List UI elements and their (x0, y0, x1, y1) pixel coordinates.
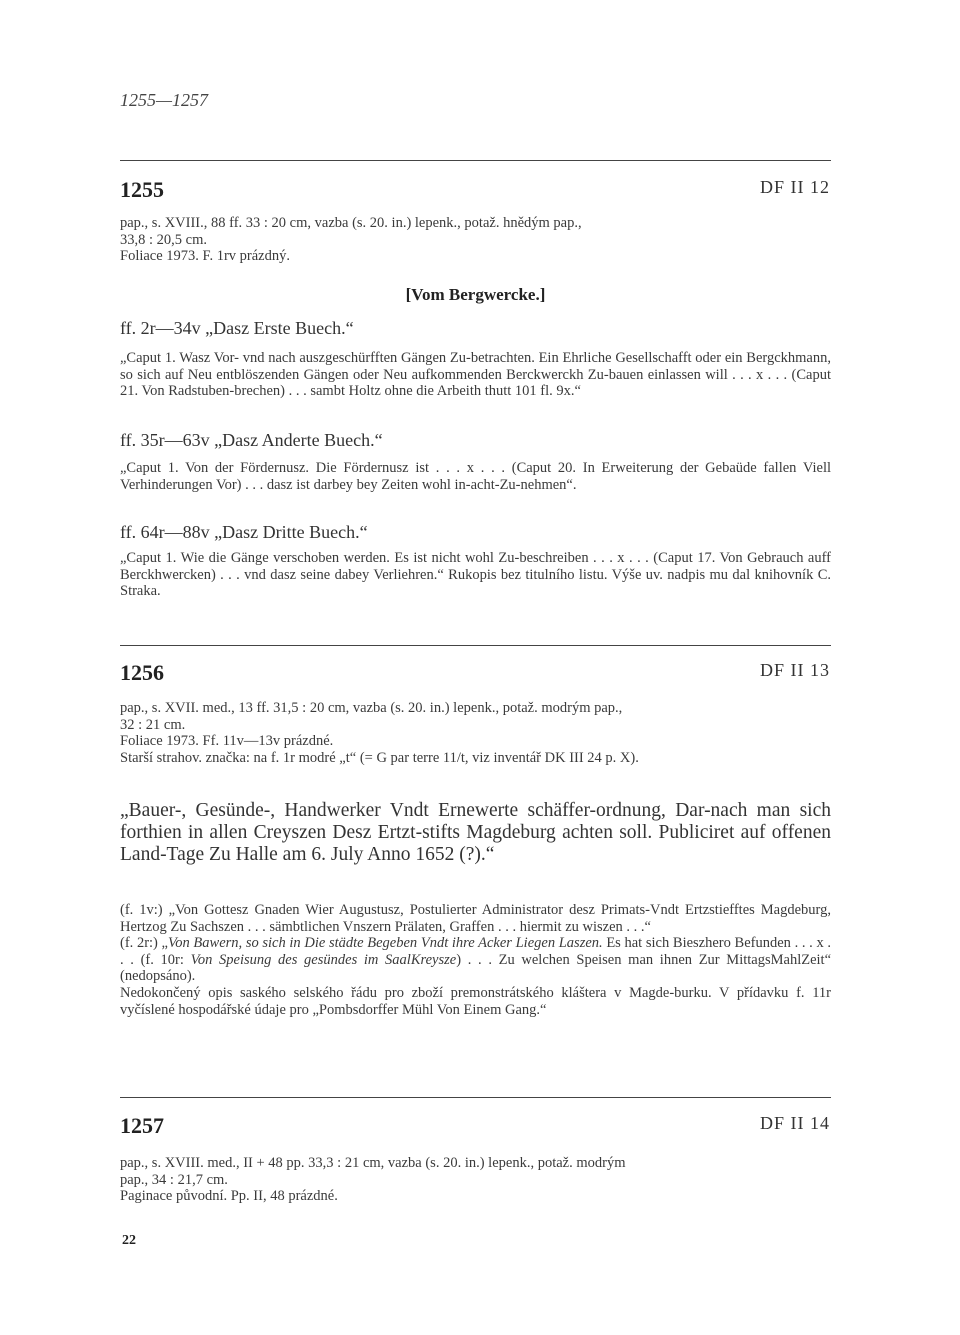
description-line: pap., 34 : 21,7 cm. (120, 1171, 228, 1188)
work-title: [Vom Bergwercke.] (405, 285, 546, 304)
entry-signature: DF II 14 (760, 1113, 830, 1133)
description-line: Foliace 1973. F. 1rv prázdný. (120, 248, 290, 265)
italic-text-run: Von Bawern, so sich in Die städte Begeben Vndt ihre Acker Liegen Laszen. (168, 935, 603, 952)
entry-number: 1255 (120, 177, 164, 202)
book-text (120, 350, 831, 400)
running-head: 1255—1257 (120, 90, 209, 110)
text-run: ) . . . Zu welchen Speisen man ihnen Zur MittagsMahlZeit“ (nedopsáno). (120, 951, 832, 985)
description-line: 32 : 21 cm. (120, 716, 186, 733)
book-text-paragraph: „Caput 1. Wie die Gänge verschoben werden. Es ist nicht wohl Zu-beschreiben . . . x . . . (Caput 17. Von Gebrauch auff Berckhwercken) . . . vnd dasz seine dabey Verliehren.“ Rukopis bez titulního listu. Výše uv. nadpis mu dal knihovník C. Straka. (120, 550, 831, 600)
entry-description (120, 1155, 831, 1205)
description-line: Paginace původní. Pp. II, 48 prázdné. (120, 1188, 338, 1205)
book-text (120, 550, 831, 600)
content-paragraph: Nedokončený opis saského selského řádu pro zboží premonstrátského kláštera v Magde-burku. V přídavku f. 11r vyčíslené hospodářské údaje pro „Pombsdorffer Mühl Von Einem Gang.“ (120, 984, 831, 1018)
entry-divider (120, 160, 831, 161)
content-paragraph (120, 935, 831, 985)
description-line: pap., s. XVIII., 88 ff. 33 : 20 cm, vazba (s. 20. in.) lepenk., potaž. hnědým pap., (120, 215, 582, 231)
description-line: 33,8 : 20,5 cm. (120, 231, 207, 248)
entry-description (120, 700, 831, 766)
entry-number: 1257 (120, 1113, 164, 1138)
description-line: pap., s. XVIII. med., II + 48 pp. 33,3 : 21 cm, vazba (s. 20. in.) lepenk., potaž. modrým (120, 1155, 626, 1171)
manuscript-content (120, 902, 831, 1018)
entry-divider (120, 645, 831, 646)
entry-divider (120, 1097, 831, 1098)
entry-signature: DF II 13 (760, 660, 830, 680)
book-text (120, 460, 831, 493)
page-number: 22 (122, 1233, 136, 1248)
book-text-paragraph: „Caput 1. Von der Fördernusz. Die Fördernusz ist . . . x . . . (Caput 20. In Erweiterung der Gebaüde fallen Viell Verhinderungen Vor) . . . dasz ist darbey bey Zeiten wohl in-acht-Zu-nehmen“. (120, 460, 831, 493)
entry-signature: DF II 12 (760, 177, 830, 197)
book-heading: ff. 35r—63v „Dasz Anderte Buech.“ (120, 430, 383, 450)
book-heading: ff. 2r—34v „Dasz Erste Buech.“ (120, 318, 354, 338)
text-run: (f. 2r:) „ (120, 935, 168, 952)
book-text-paragraph: „Caput 1. Wasz Vor- vnd nach auszgeschürfften Gängen Zu-betrachten. Ein Ehrliche Gesellschafft oder ein Bergckhmann, so sich auf Neu entblöszenden Gängen oder Neu aufkommenden Berckwerckh Zu-bauen einlassen will . . . x . . . (Caput 21. Von Radstuben-brechen) . . . sambt Holtz ohne die Arbeith thutt 101 fl. 9x.“ (120, 350, 831, 400)
entry-description (120, 215, 831, 265)
description-line: pap., s. XVII. med., 13 ff. 31,5 : 20 cm, vazba (s. 20. in.) lepenk., potaž. modrým pap., (120, 700, 623, 716)
entry-number: 1256 (120, 660, 164, 685)
italic-text-run: Von Speisung des gesündes im SaalKreysze (190, 951, 457, 968)
description-line: Starší strahov. značka: na f. 1r modré „t“ (= G par terre 11/t, viz inventář DK III 24 p. X). (120, 749, 639, 766)
book-heading: ff. 64r—88v „Dasz Dritte Buech.“ (120, 522, 368, 542)
title-paragraph: „Bauer-, Gesünde-, Handwerker Vndt Ernewerte schäffer-ordnung, Dar-nach man sich forthien in allen Creyszen Desz Ertzt-stifts Magdeburg achten soll. Publiciret auf offenen Land-Tage Zu Halle am 6. July Anno 1652 (?).“ (120, 800, 831, 865)
content-paragraph: (f. 1v:) „Von Gottesz Gnaden Wier Augustusz, Postulierter Administrator desz Primats-Vndt Ertzstiefftes Magdeburg, Hertzog Zu Sachszen . . . sämbtlichen Vnszern Prälaten, Graffen . . . hiermit zu wiszen . . .“ (120, 902, 831, 935)
manuscript-title (120, 800, 831, 866)
description-line: Foliace 1973. Ff. 11v—13v prázdné. (120, 733, 334, 750)
text-run: Es hat sich Bieszhero Befunden . . . x . . . (f. 10r: (120, 935, 832, 968)
